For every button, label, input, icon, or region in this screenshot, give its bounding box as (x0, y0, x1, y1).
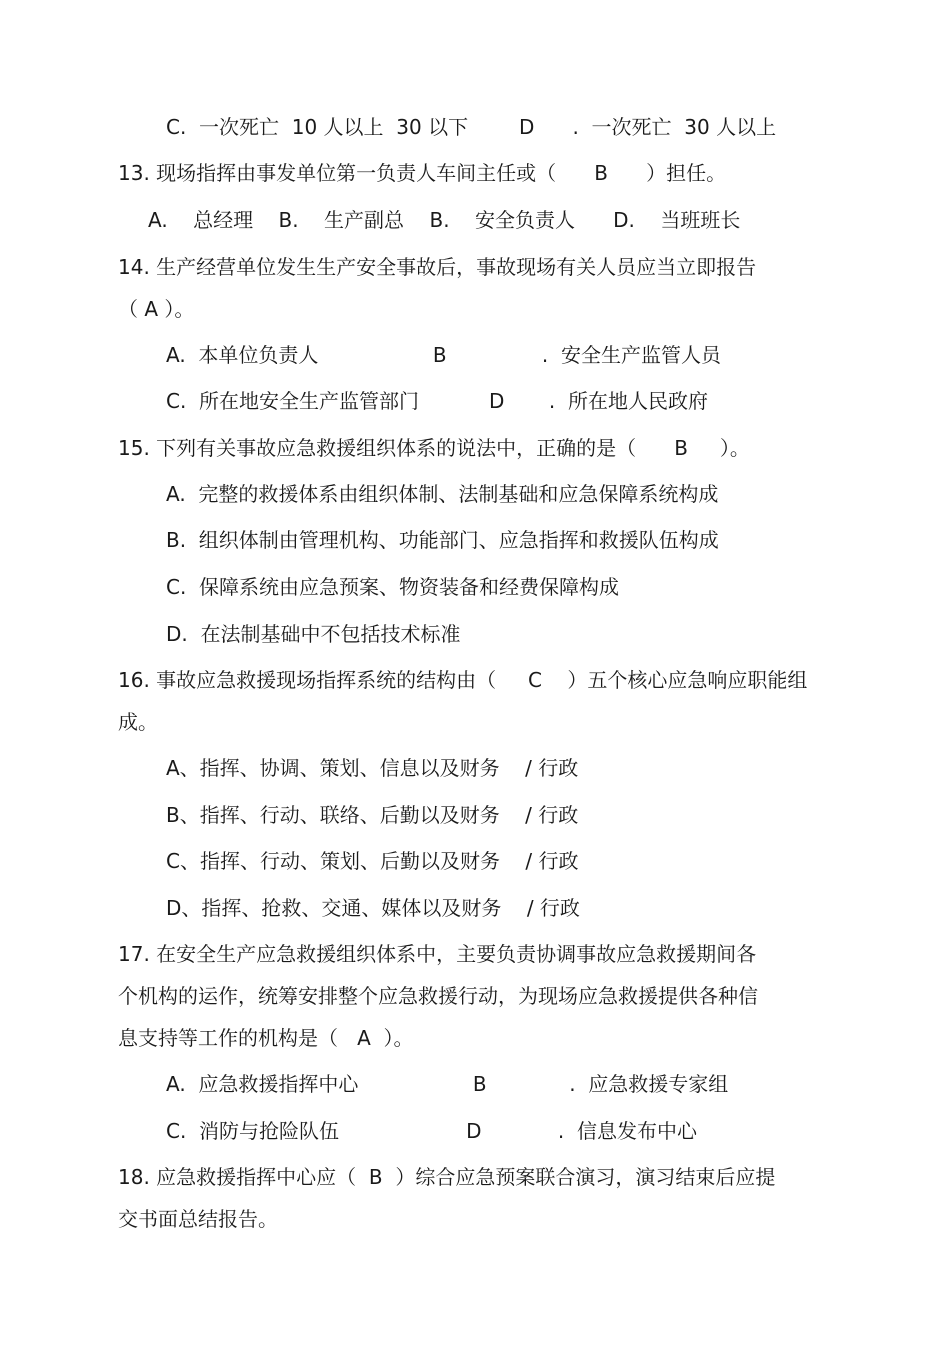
question-14-option-ab: A. 本单位负责人 B . 安全生产监管人员 (166, 343, 721, 367)
question-16: 16. 事故应急救援现场指挥系统的结构由（ C ）五个核心应急响应职能组 (118, 668, 808, 692)
question-17-cont-1: 个机构的运作，统筹安排整个应急救援行动，为现场应急救援提供各种信 (118, 984, 758, 1008)
option-line-c-d: C. 一次死亡 10 人以上 30 以下 D . 一次死亡 30 人以上 (166, 115, 777, 139)
question-17-option-cd: C. 消防与抢险队伍 D . 信息发布中心 (166, 1119, 697, 1143)
question-17-option-ab: A. 应急救援指挥中心 B . 应急救援专家组 (166, 1072, 729, 1096)
question-16-option-a: A、指挥、协调、策划、信息以及财务 / 行政 (166, 756, 579, 780)
question-16-option-c: C、指挥、行动、策划、后勤以及财务 / 行政 (166, 849, 579, 873)
question-18-cont: 交书面总结报告。 (118, 1207, 278, 1231)
question-16-option-b: B、指挥、行动、联络、后勤以及财务 / 行政 (166, 803, 579, 827)
question-17-cont-2: 息支持等工作的机构是（ A ）。 (118, 1026, 414, 1050)
question-15-option-c: C. 保障系统由应急预案、物资装备和经费保障构成 (166, 575, 620, 599)
question-16-cont: 成。 (118, 710, 158, 734)
question-13: 13. 现场指挥由事发单位第一负责人车间主任或（ B ）担任。 (118, 161, 727, 185)
question-15-option-d: D. 在法制基础中不包括技术标准 (166, 622, 461, 646)
question-16-option-d: D、指挥、抢救、交通、媒体以及财务 / 行政 (166, 896, 580, 920)
question-17: 17. 在安全生产应急救援组织体系中，主要负责协调事故应急救援期间各 (118, 942, 757, 966)
question-13-options: A. 总经理 B. 生产副总 B. 安全负责人 D. 当班班长 (148, 208, 741, 232)
question-18: 18. 应急救援指挥中心应（ B ）综合应急预案联合演习，演习结束后应提 (118, 1165, 776, 1189)
question-15-option-b: B. 组织体制由管理机构、功能部门、应急指挥和救援队伍构成 (166, 528, 719, 552)
question-14: 14. 生产经营单位发生生产安全事故后，事故现场有关人员应当立即报告 (118, 255, 757, 279)
question-14-cont: （ A ）。 (118, 297, 195, 321)
question-15: 15. 下列有关事故应急救援组织体系的说法中，正确的是（ B ）。 (118, 436, 750, 460)
question-15-option-a: A. 完整的救援体系由组织体制、法制基础和应急保障系统构成 (166, 482, 719, 506)
question-14-option-cd: C. 所在地安全生产监管部门 D . 所在地人民政府 (166, 389, 708, 413)
